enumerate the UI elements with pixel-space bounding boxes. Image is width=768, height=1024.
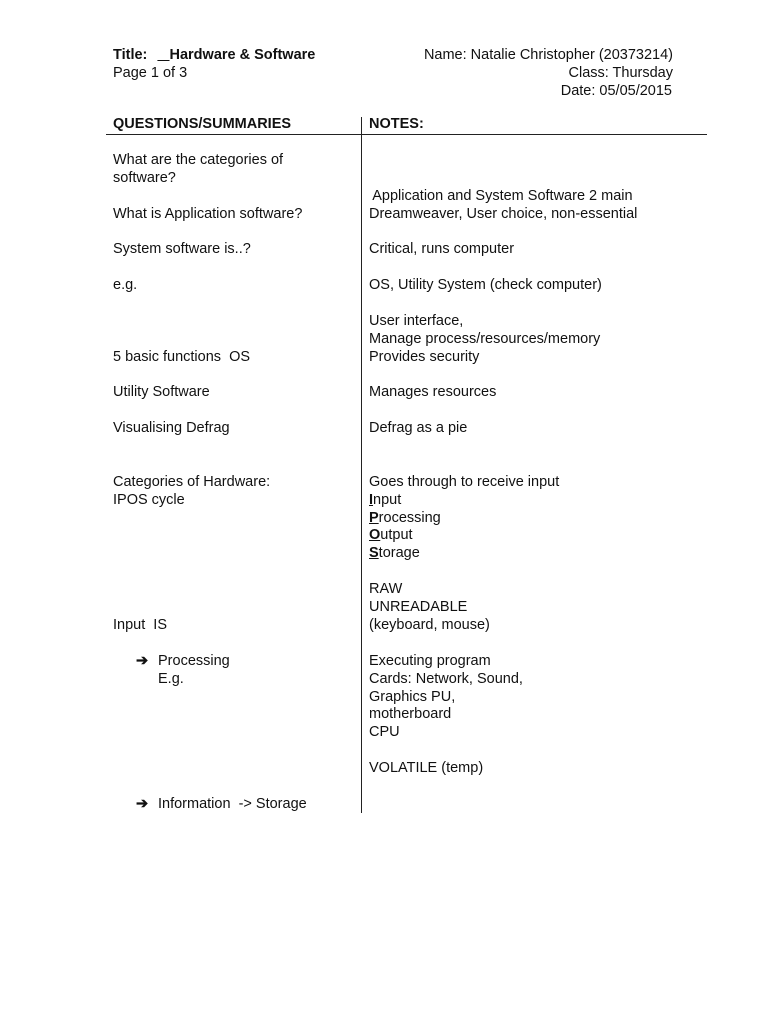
document-title: [113, 46, 315, 64]
class-day: Class: Thursday: [568, 65, 673, 81]
question-information-storage: ➔ Information -> Storage: [136, 795, 307, 812]
column-divider: [361, 117, 362, 813]
question-hardware-categories: Categories of Hardware: IPOS cycle: [113, 474, 271, 508]
note-eg: OS, Utility System (check computer): [369, 277, 602, 293]
question-input: Input IS: [113, 616, 168, 633]
question-application: What is Application software?: [113, 206, 303, 222]
ipos-input: Input: [369, 491, 402, 508]
questions-column-heading: QUESTIONS/SUMMARIES: [113, 116, 292, 132]
note-storage: VOLATILE (temp): [369, 760, 484, 776]
ipos-storage: Storage: [369, 545, 420, 562]
question-utility: Utility Software: [113, 384, 210, 400]
note-os-functions: User interface, Manage process/resources/memory Provides security: [369, 313, 601, 365]
note-processing: Executing program Cards: Network, Sound, Graphics PU, motherboard CPU: [369, 653, 523, 741]
note-defrag: Defrag as a pie: [369, 420, 468, 436]
question-categories: What are the categories of software?: [113, 152, 284, 186]
note-system: Critical, runs computer: [369, 241, 515, 257]
student-name: Name: Natalie Christopher (20373214): [423, 47, 673, 63]
ipos-output: Output: [369, 527, 413, 544]
question-os-functions: 5 basic functions OS: [113, 348, 251, 365]
question-processing: ➔ Processing E.g.: [136, 653, 230, 687]
question-system: System software is..?: [113, 241, 251, 257]
note-utility: Manages resources: [369, 384, 497, 400]
note-input: RAW UNREADABLE (keyboard, mouse): [369, 581, 490, 633]
note-application: Dreamweaver, User choice, non-essential: [369, 206, 638, 222]
question-eg: e.g.: [113, 277, 138, 293]
arrow-right-icon: ➔: [136, 795, 149, 812]
page-number: Page 1 of 3: [113, 65, 188, 81]
note-ipos: Goes through to receive input Input Processing Output Storage: [369, 474, 560, 562]
note-categories: Application and System Software 2 main: [369, 187, 633, 204]
notes-column-heading: NOTES:: [369, 116, 424, 132]
header-rule: [106, 134, 707, 135]
title-value: Hardware & Software: [169, 47, 316, 63]
arrow-right-icon: ➔: [136, 653, 149, 669]
ipos-processing: Processing: [369, 509, 441, 526]
title-label: Title:: [113, 47, 148, 63]
question-defrag: Visualising Defrag: [113, 420, 230, 436]
document-date: Date: 05/05/2015: [560, 83, 672, 99]
